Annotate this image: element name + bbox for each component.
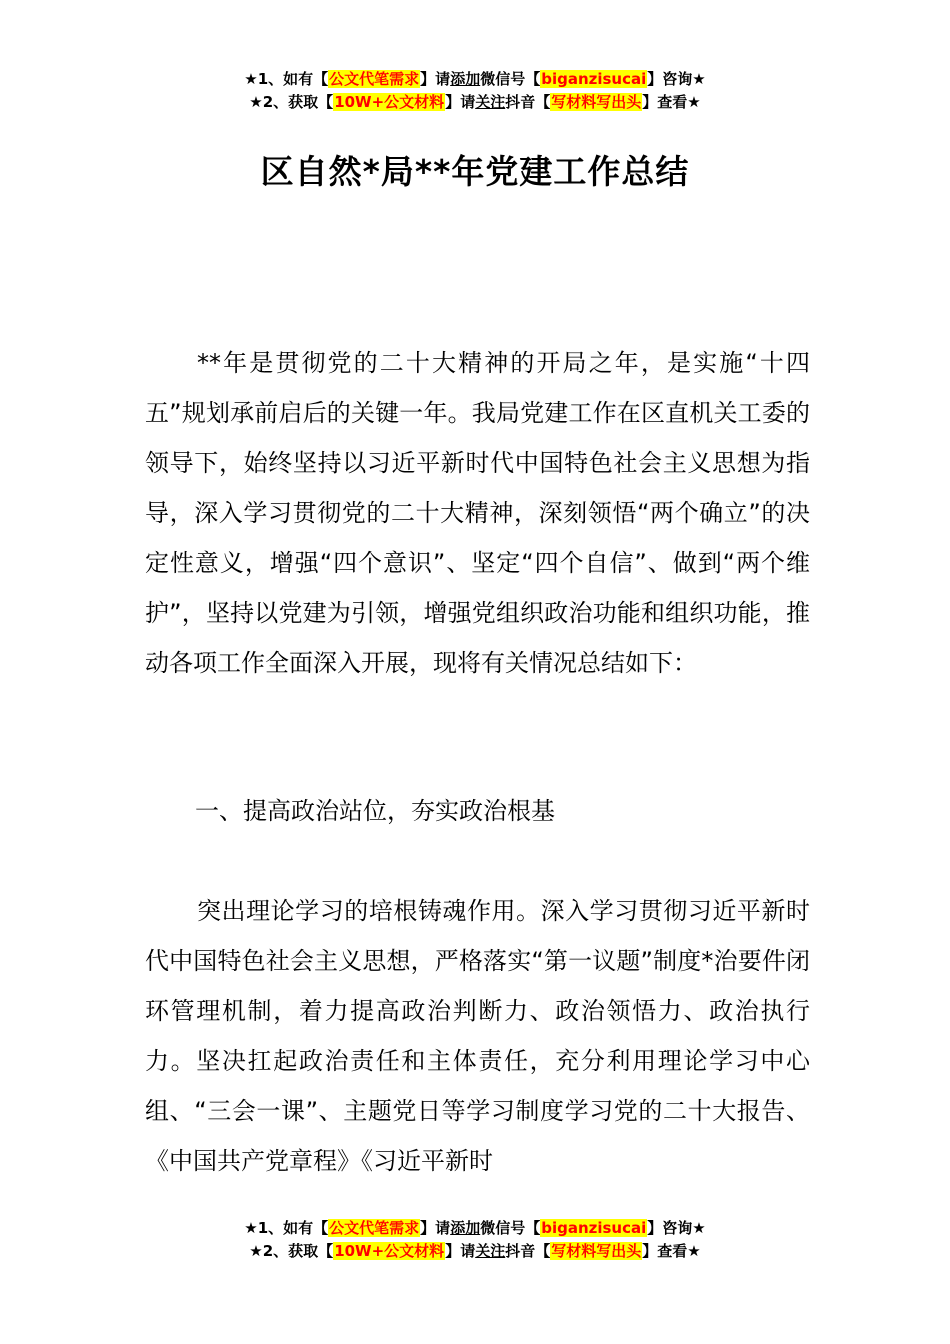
promo-line-1: ★1、如有【公文代笔需求】请添加微信号【biganzisucai】咨询★: [244, 1219, 706, 1237]
highlight-douyin-id: 写材料写出头: [551, 93, 642, 111]
highlight-douyin-id: 写材料写出头: [551, 1242, 642, 1260]
highlight-service: 公文代笔需求: [329, 70, 420, 88]
paragraph-intro: **年是贯彻党的二十大精神的开局之年，是实施“十四五”规划承前启后的关键一年。我局党建工作在区直机关工委的领导下，始终坚持以习近平新时代中国特色社会主义思想为指导，深入学习贯彻党的二十大精神，深刻领悟“两个确立”的决定性意义，增强“四个意识”、坚定“四个自信”、做到“两个维护”，坚持以党建为引领，增强党组织政治功能和组织功能，推动各项工作全面深入开展，现将有关情况总结如下：: [145, 349, 810, 677]
highlight-wechat-id: biganzisucai: [541, 1219, 647, 1237]
paragraph-theory-study: 突出理论学习的培根铸魂作用。深入学习贯彻习近平新时代中国特色社会主义思想，严格落实“第一议题”制度*治要件闭环管理机制，着力提高政治判断力、政治领悟力、政治执行力。坚决扛起政治责任和主体责任，充分利用理论学习中心组、“三会一课”、主题党日等学习制度学习党的二十大报告、《中国共产党章程》《习近平新时: [145, 897, 810, 1175]
highlight-materials: 10W+公文材料: [334, 93, 445, 111]
promo-line-2: ★2、获取【10W+公文材料】请关注抖音【写材料写出头】查看★: [249, 93, 701, 111]
promo-banner-top: [0, 68, 950, 114]
promo-line-2: ★2、获取【10W+公文材料】请关注抖音【写材料写出头】查看★: [249, 1242, 701, 1260]
promo-banner-bottom: [0, 1217, 950, 1263]
highlight-service: 公文代笔需求: [329, 1219, 420, 1237]
highlight-wechat-id: biganzisucai: [541, 70, 647, 88]
promo-line-1: ★1、如有【公文代笔需求】请添加微信号【biganzisucai】咨询★: [244, 70, 706, 88]
section-heading-1: 一、提高政治站位，夯实政治根基: [195, 797, 555, 825]
document-title: 区自然*局**年党建工作总结: [260, 152, 690, 191]
highlight-materials: 10W+公文材料: [334, 1242, 445, 1260]
